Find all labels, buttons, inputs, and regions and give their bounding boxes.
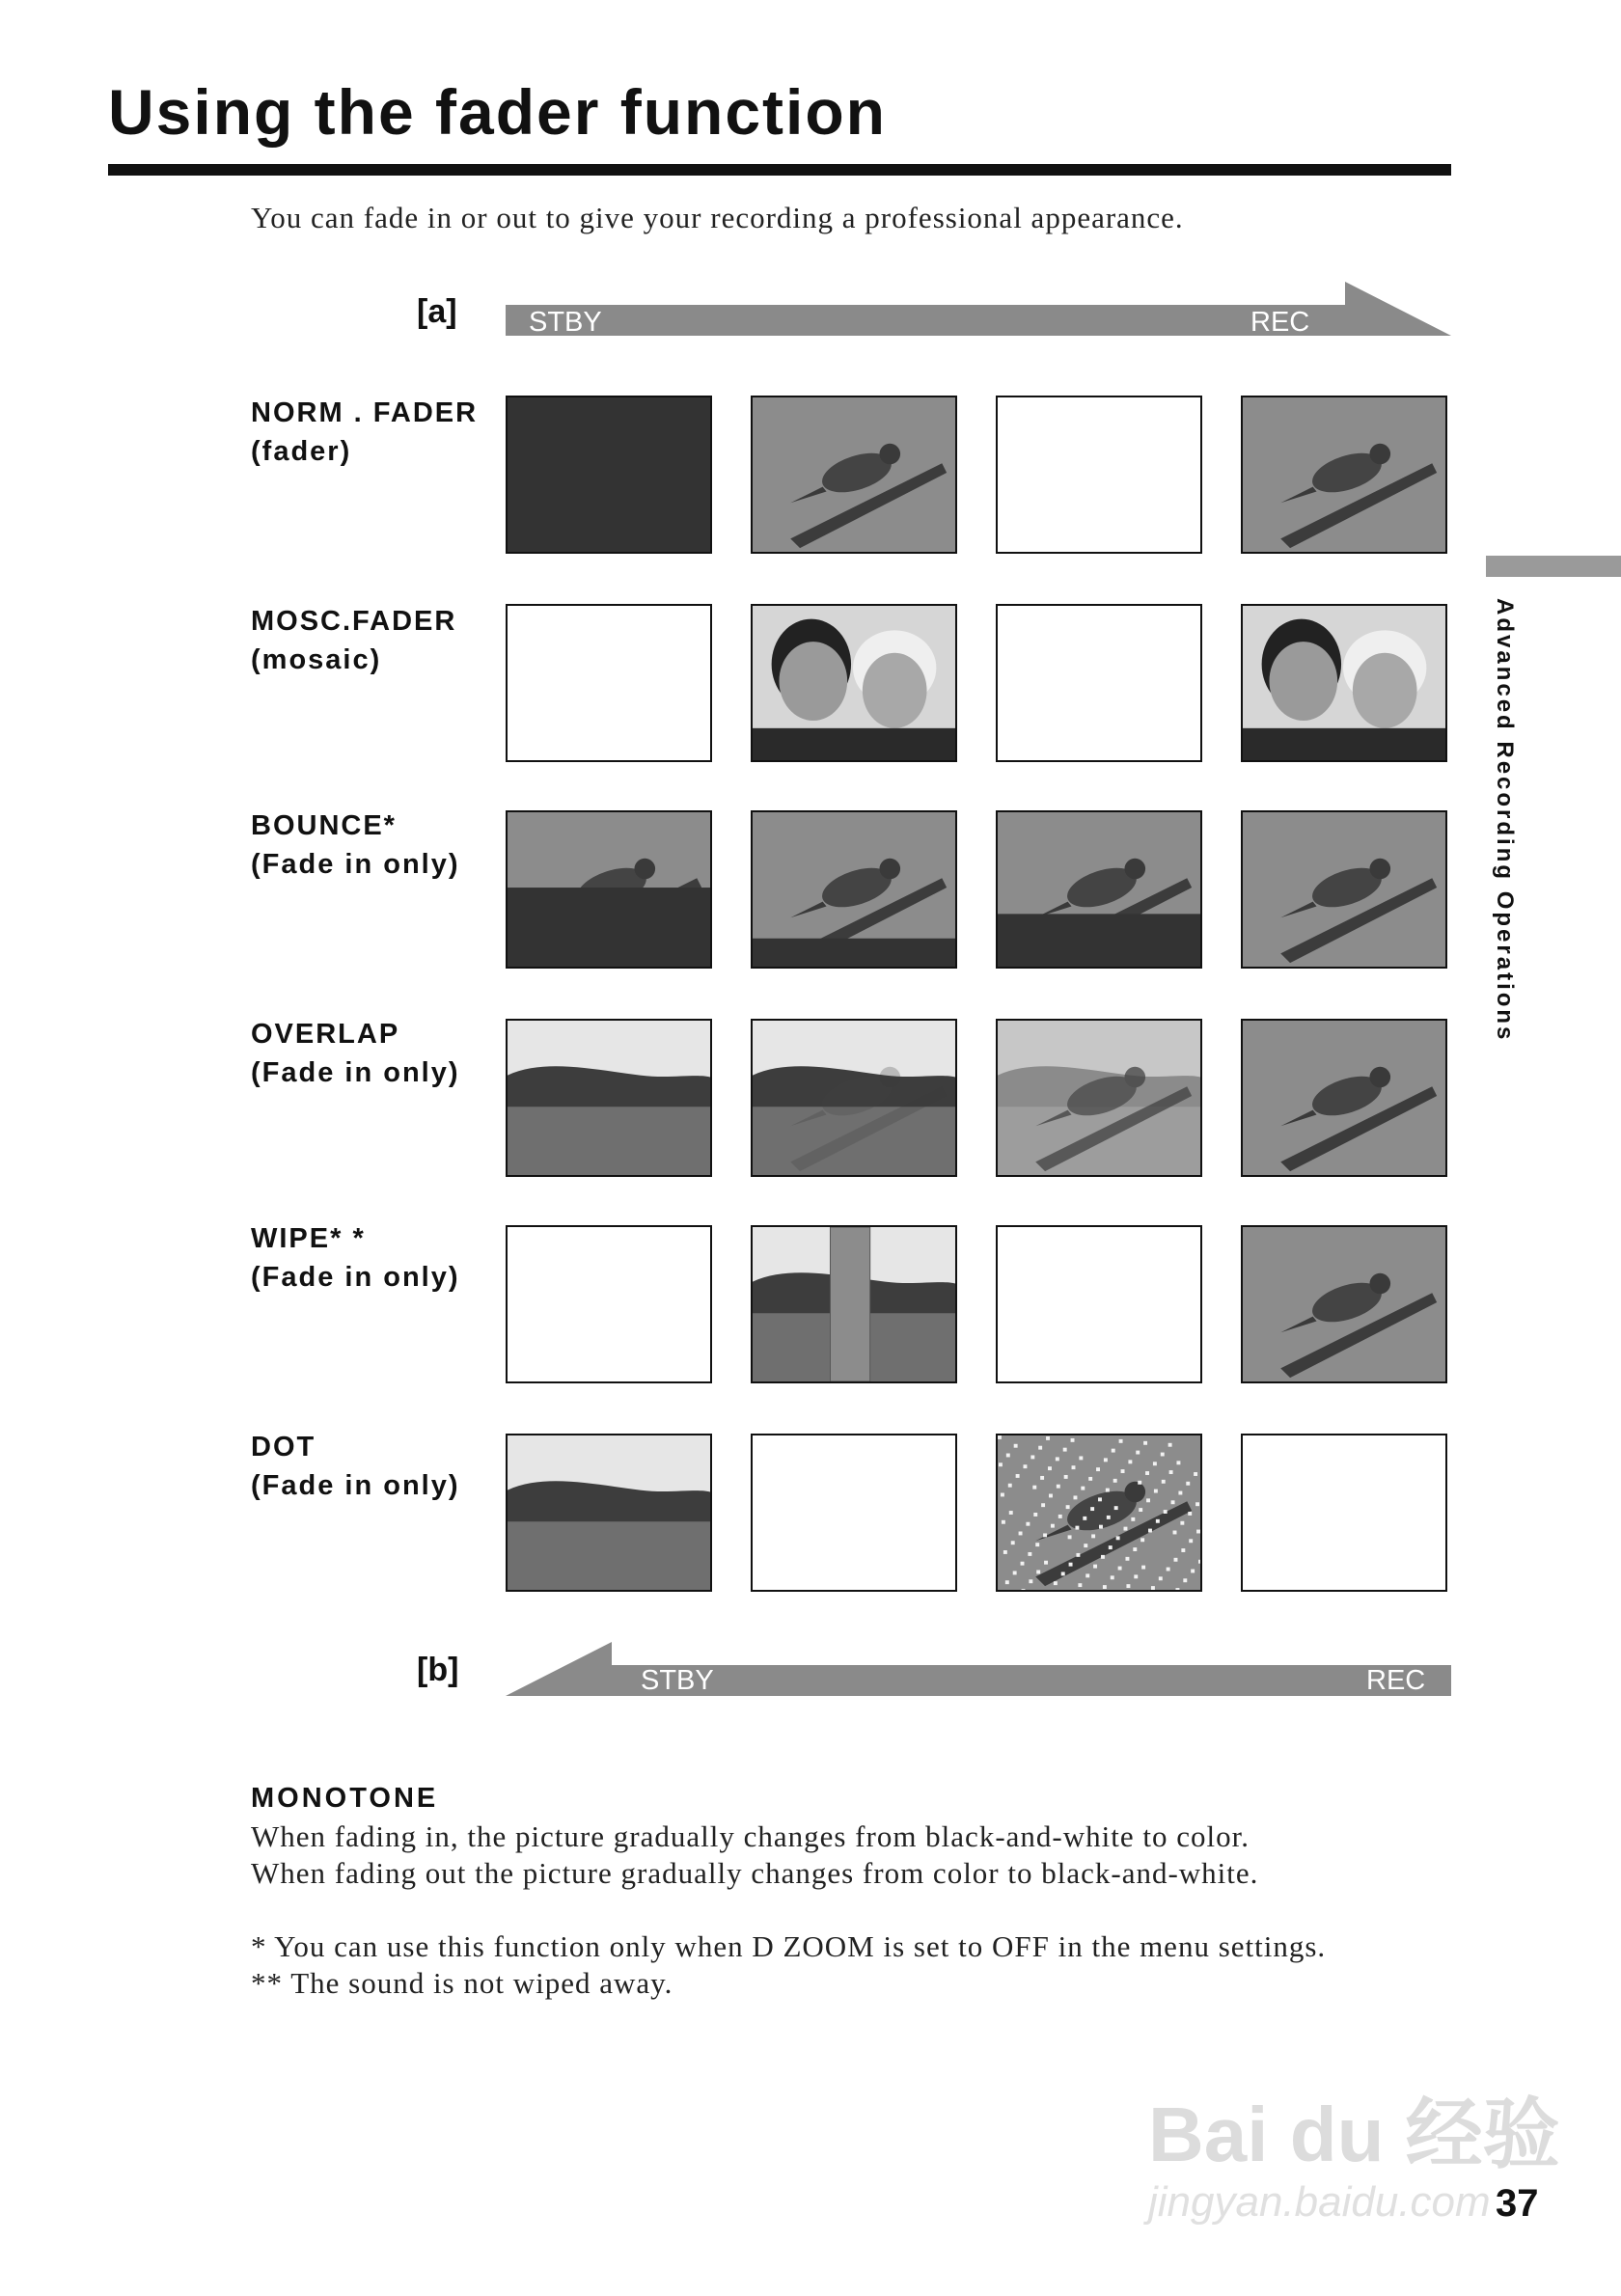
fader-sub: (Fade in only) bbox=[251, 1057, 460, 1088]
fader-row-label-wipe bbox=[251, 1219, 460, 1297]
fader-row-label-bounce bbox=[251, 806, 460, 884]
fader-frame-bird-bounce-low bbox=[506, 810, 712, 969]
fader-frame-bird-bounce-mid bbox=[751, 810, 957, 969]
side-tab-label: Advanced Recording Operations bbox=[1492, 598, 1518, 1043]
footnote-1: * You can use this function only when D ZOOM is set to OFF in the menu settings. bbox=[251, 1929, 1327, 1963]
fader-frame-landscape-bird bbox=[996, 1019, 1202, 1177]
watermark-url: jingyan.baidu.com bbox=[1148, 2178, 1491, 2226]
fader-frame-kids bbox=[1241, 604, 1447, 762]
fader-frame-bird bbox=[1241, 396, 1447, 554]
arrow-b-stby-label: STBY bbox=[641, 1665, 714, 1696]
page-title: Using the fader function bbox=[108, 76, 887, 148]
arrow-a-right bbox=[506, 280, 1453, 338]
fader-frame-bird bbox=[751, 396, 957, 554]
fader-frame-bird bbox=[1241, 1225, 1447, 1383]
fader-name: NORM . FADER bbox=[251, 397, 479, 428]
fader-sub: (fader) bbox=[251, 436, 352, 467]
fader-frame-blank bbox=[996, 1225, 1202, 1383]
fader-frame-bird bbox=[1241, 810, 1447, 969]
footnote-2: ** The sound is not wiped away. bbox=[251, 1966, 673, 2000]
arrow-a-stby-label: STBY bbox=[529, 307, 602, 338]
fader-frame-kids bbox=[751, 604, 957, 762]
monotone-line-2: When fading out the picture gradually changes from color to black-and-white. bbox=[251, 1856, 1259, 1890]
fader-frame-landscape bbox=[506, 1434, 712, 1592]
fader-name: BOUNCE* bbox=[251, 810, 397, 841]
fader-frame-bird-dot bbox=[996, 1434, 1202, 1592]
fader-row-label-dot bbox=[251, 1428, 460, 1505]
fader-frame-blank bbox=[506, 1225, 712, 1383]
intro-text: You can fade in or out to give your recording a professional appearance. bbox=[251, 201, 1184, 234]
fader-sub: (Fade in only) bbox=[251, 849, 460, 880]
fader-frame-bird bbox=[1241, 1019, 1447, 1177]
fader-frame-blank bbox=[996, 396, 1202, 554]
side-tab-bar bbox=[1486, 556, 1621, 577]
fader-frame-blank bbox=[506, 604, 712, 762]
fader-row-label-norm bbox=[251, 394, 478, 471]
fader-frame-blank bbox=[996, 604, 1202, 762]
fader-name: MOSC.FADER bbox=[251, 606, 457, 637]
fader-frame-dark bbox=[506, 396, 712, 554]
fader-name: WIPE* * bbox=[251, 1223, 366, 1254]
fader-frame-blank bbox=[1241, 1434, 1447, 1592]
page-number: 37 bbox=[1496, 2182, 1539, 2225]
bracket-b-label: [b] bbox=[417, 1652, 459, 1688]
arrow-b-rec-label: REC bbox=[1366, 1665, 1426, 1696]
bracket-a-label: [a] bbox=[417, 293, 457, 330]
fader-frame-bird-bounce-high bbox=[996, 810, 1202, 969]
fader-row-label-mosaic bbox=[251, 602, 456, 679]
watermark-logo: Bai du 经验 bbox=[1148, 2091, 1560, 2177]
fader-frame-landscape-wipe bbox=[751, 1225, 957, 1383]
fader-sub: (Fade in only) bbox=[251, 1470, 460, 1501]
arrow-a-rec-label: REC bbox=[1250, 307, 1310, 338]
fader-sub: (Fade in only) bbox=[251, 1262, 460, 1293]
fader-frame-landscape-bird-faint bbox=[751, 1019, 957, 1177]
fader-name: OVERLAP bbox=[251, 1019, 400, 1050]
fader-row-label-overlap bbox=[251, 1015, 460, 1092]
fader-sub: (mosaic) bbox=[251, 644, 382, 675]
title-rule bbox=[108, 164, 1451, 176]
monotone-title: MONOTONE bbox=[251, 1783, 439, 1814]
fader-frame-blank bbox=[751, 1434, 957, 1592]
fader-frame-landscape bbox=[506, 1019, 712, 1177]
monotone-line-1: When fading in, the picture gradually changes from black-and-white to color. bbox=[251, 1819, 1250, 1853]
fader-name: DOT bbox=[251, 1432, 316, 1462]
